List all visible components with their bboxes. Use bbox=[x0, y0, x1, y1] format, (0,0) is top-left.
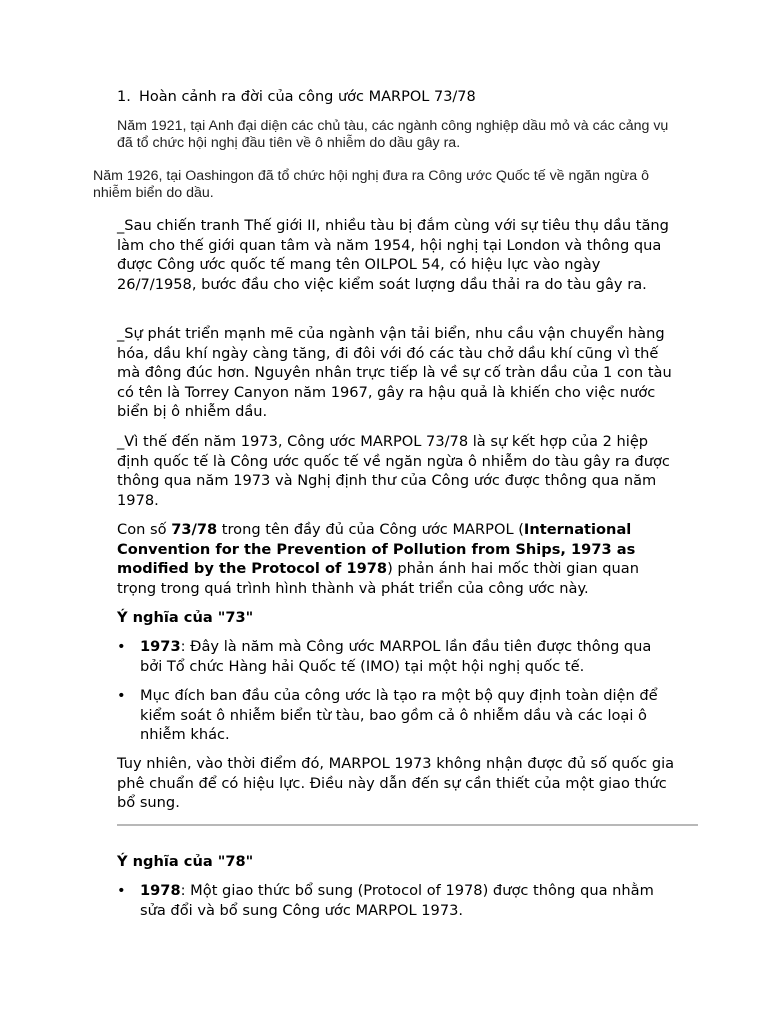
section-78-title: Ý nghĩa của "78" bbox=[117, 853, 254, 870]
text-run: : Một giao thức bổ sung (Protocol of 1978) được thông qua nhằm sửa đổi và bổ sung Công ước MARPOL 1973. bbox=[140, 882, 654, 919]
heading-number: 1. bbox=[117, 89, 131, 105]
heading-text: Hoàn cảnh ra đời của công ước MARPOL 73/78 bbox=[139, 89, 476, 105]
list-item-text bbox=[140, 881, 677, 920]
list-item-text bbox=[140, 637, 677, 676]
bullet-icon: • bbox=[117, 882, 126, 899]
paragraph-marpol-1973: _Vì thế đến năm 1973, Công ước MARPOL 73/78 là sự kết hợp của 2 hiệp định quốc tế là Công ước quốc tế về ngăn ngừa ô nhiễm do tàu gây ra được thông qua năm 1973 và Nghị định thư của Công ước được thông qua năm 1978. bbox=[117, 433, 670, 509]
bold-year: 1978 bbox=[140, 882, 181, 899]
text-run: trong tên đầy đủ của Công ước MARPOL ( bbox=[217, 521, 524, 538]
paragraph-number-meaning bbox=[117, 520, 677, 598]
paragraph-postwar: _Sau chiến tranh Thế giới II, nhiều tàu bị đắm cùng với sự tiêu thụ dầu tăng làm cho thế giới quan tâm và năm 1954, hội nghị tại London và thông qua được Công ước quốc tế mang tên OILPOL 54, có hiệu lực vào ngày 26/7/1958, bước đầu cho việc kiểm soát lượng dầu thải ra do tàu gây ra. bbox=[117, 217, 669, 293]
intro-paragraph-1926: Năm 1926, tại Oashingon đã tổ chức hội nghị đưa ra Công ước Quốc tế về ngăn ngừa ô nhiễm biển do dầu. bbox=[93, 168, 650, 201]
bold-number: 73/78 bbox=[171, 521, 218, 538]
paragraph-protocol-need: Tuy nhiên, vào thời điểm đó, MARPOL 1973 không nhận được đủ số quốc gia phê chuẩn để có hiệu lực. Điều này dẫn đến sự cần thiết của một giao thức bổ sung. bbox=[117, 755, 675, 812]
intro-paragraph-1921: Năm 1921, tại Anh đại diện các chủ tàu, các ngành công nghiệp dầu mỏ và các cảng vụ đã tổ chức hội nghị đầu tiên về ô nhiễm do dầu gây ra. bbox=[117, 118, 669, 151]
section-73-title: Ý nghĩa của "73" bbox=[117, 609, 254, 626]
text-run: ) phản ánh hai mốc thời gian quan trọng trong quá trình hình thành và phát triển của công ước này. bbox=[117, 560, 639, 597]
bullet-icon: • bbox=[117, 687, 126, 704]
bullet-icon: • bbox=[117, 638, 126, 655]
bold-year: 1973 bbox=[140, 638, 181, 655]
text-run: Con số bbox=[117, 521, 172, 538]
bold-full-title: International Convention for the Prevention of Pollution from Ships, 1973 as modified by the Protocol of 1978 bbox=[117, 521, 636, 578]
list-item-text: Mục đích ban đầu của công ước là tạo ra một bộ quy định toàn diện để kiểm soát ô nhiễm biển từ tàu, bao gồm cả ô nhiễm dầu và các loại ô nhiễm khác. bbox=[140, 687, 658, 744]
text-run: : Đây là năm mà Công ước MARPOL lần đầu tiên được thông qua bởi Tổ chức Hàng hải Quốc tế (IMO) tại một hội nghị quốc tế. bbox=[140, 638, 652, 675]
horizontal-divider bbox=[117, 824, 698, 826]
paragraph-shipping-growth: _Sự phát triển mạnh mẽ của ngành vận tải biển, nhu cầu vận chuyển hàng hóa, dầu khí ngày càng tăng, đi đôi với đó các tàu chở dầu khí cũng vì thế mà đông đúc hơn. Nguyên nhân trực tiếp là về sự cố tràn dầu của 1 con tàu có tên là Torrey Canyon năm 1967, gây ra hậu quả là khiến cho việc nước biển bị ô nhiễm dầu. bbox=[117, 325, 672, 421]
section-heading bbox=[117, 87, 476, 107]
